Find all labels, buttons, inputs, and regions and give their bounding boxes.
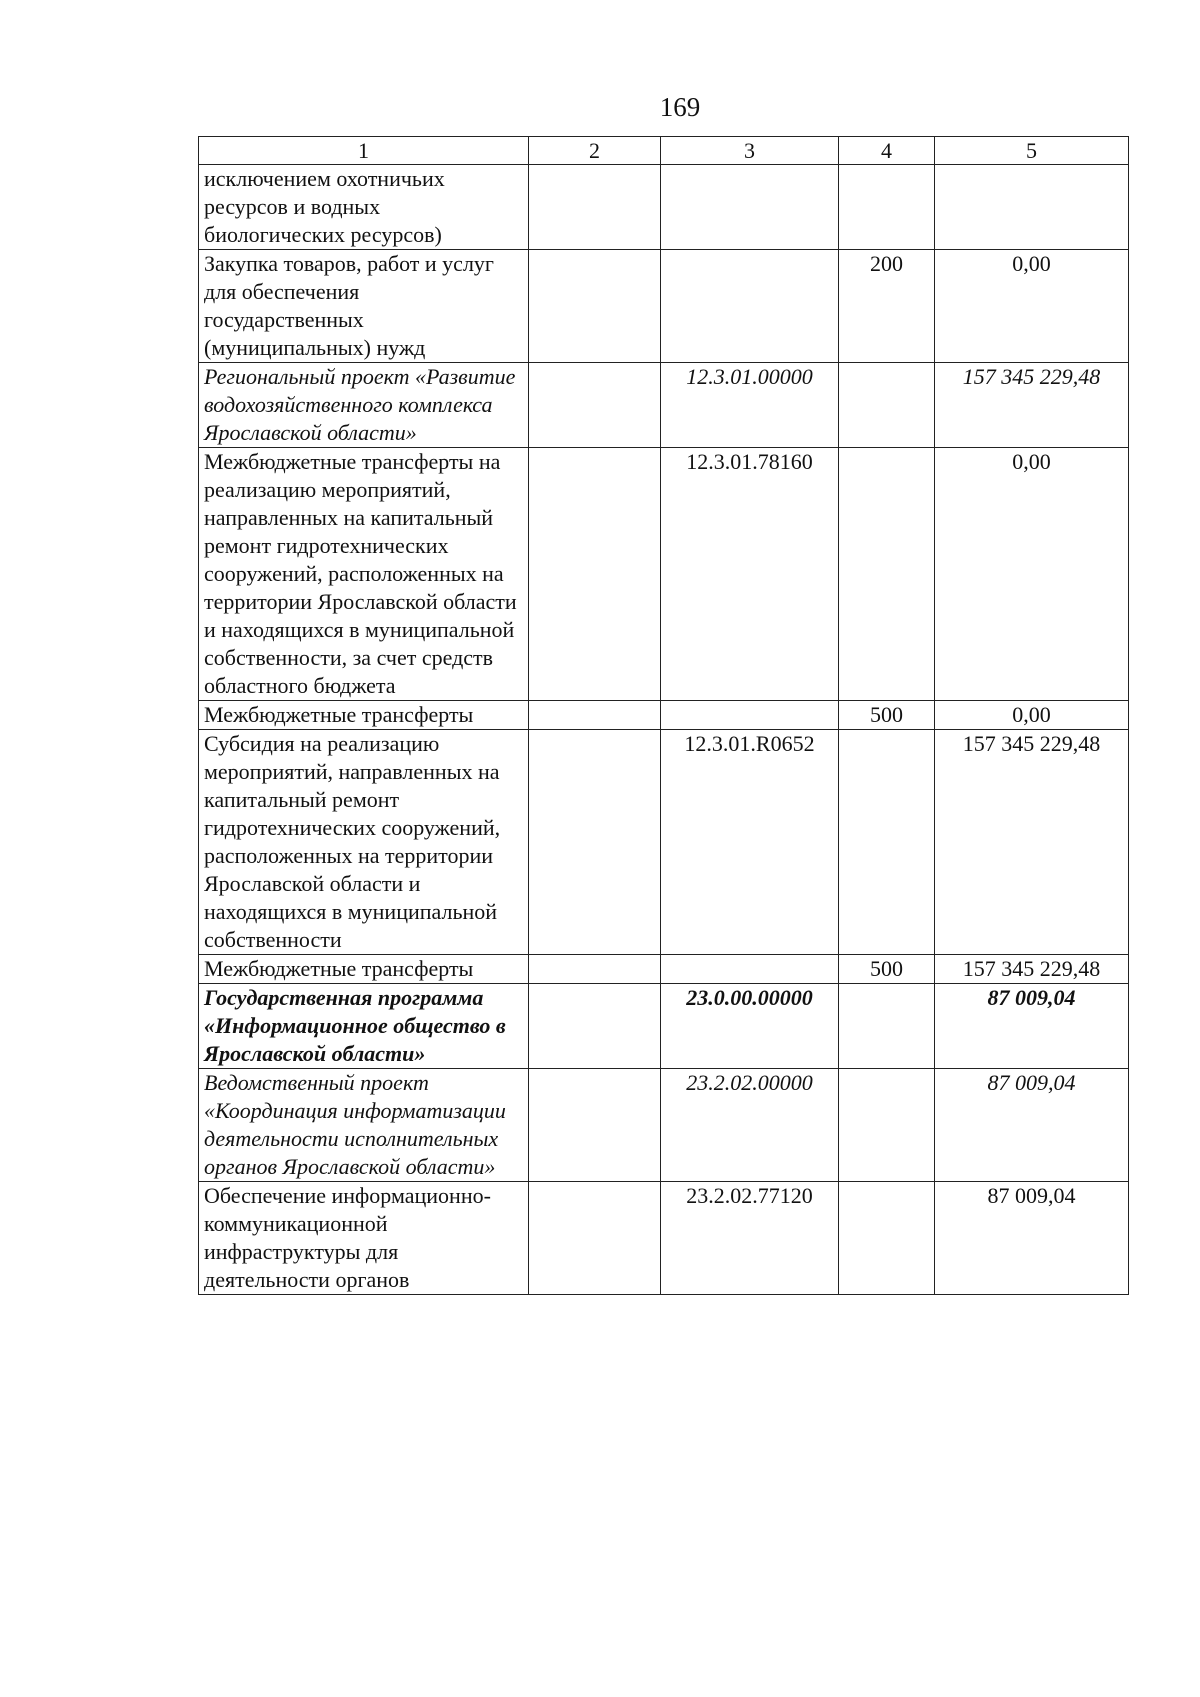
row-amount: 157 345 229,48	[935, 363, 1129, 448]
row-col2	[529, 955, 661, 984]
header-col-5: 5	[935, 137, 1129, 165]
table-row	[199, 1182, 1129, 1295]
row-code	[661, 701, 839, 730]
row-col2	[529, 984, 661, 1069]
row-name: исключением охотничьих ресурсов и водных биологических ресурсов)	[199, 165, 529, 250]
row-name: Региональный проект «Развитие водохозяйственного комплекса Ярославской области»	[199, 363, 529, 448]
row-code	[661, 165, 839, 250]
row-type: 500	[839, 701, 935, 730]
row-name: Межбюджетные трансферты	[199, 701, 529, 730]
row-name: Закупка товаров, работ и услуг для обеспечения государственных (муниципальных) нужд	[199, 250, 529, 363]
row-code: 12.3.01.00000	[661, 363, 839, 448]
table-header	[199, 137, 1129, 165]
row-amount: 87 009,04	[935, 1182, 1129, 1295]
header-col-1: 1	[199, 137, 529, 165]
row-col2	[529, 1182, 661, 1295]
table-row	[199, 730, 1129, 955]
row-amount: 0,00	[935, 250, 1129, 363]
row-amount: 0,00	[935, 448, 1129, 701]
table-row	[199, 363, 1129, 448]
row-type	[839, 165, 935, 250]
row-amount: 0,00	[935, 701, 1129, 730]
table-row	[199, 984, 1129, 1069]
row-name: Ведомственный проект «Координация информатизации деятельности исполнительных органов Ярославской области»	[199, 1069, 529, 1182]
row-code	[661, 955, 839, 984]
row-name: Межбюджетные трансферты	[199, 955, 529, 984]
row-amount	[935, 165, 1129, 250]
table-row	[199, 165, 1129, 250]
row-col2	[529, 165, 661, 250]
table-row	[199, 250, 1129, 363]
row-code: 23.2.02.00000	[661, 1069, 839, 1182]
row-col2	[529, 701, 661, 730]
header-col-2: 2	[529, 137, 661, 165]
row-code: 23.0.00.00000	[661, 984, 839, 1069]
header-row	[199, 137, 1129, 165]
row-col2	[529, 363, 661, 448]
budget-table	[198, 136, 1129, 1295]
row-amount: 157 345 229,48	[935, 730, 1129, 955]
page-number: 169	[659, 92, 701, 122]
row-type: 500	[839, 955, 935, 984]
row-name: Межбюджетные трансферты на реализацию мероприятий, направленных на капитальный ремонт гидротехнических сооружений, расположенных на территории Ярославской области и находящихся в муниципальной собственности, за счет средств областного бюджета	[199, 448, 529, 701]
header-col-4: 4	[839, 137, 935, 165]
row-amount: 87 009,04	[935, 984, 1129, 1069]
row-col2	[529, 448, 661, 701]
row-code	[661, 250, 839, 363]
row-code: 12.3.01.R0652	[661, 730, 839, 955]
row-type: 200	[839, 250, 935, 363]
row-name: Государственная программа «Информационное общество в Ярославской области»	[199, 984, 529, 1069]
row-amount: 87 009,04	[935, 1069, 1129, 1182]
header-col-3: 3	[661, 137, 839, 165]
table-body	[199, 165, 1129, 1295]
table-row	[199, 448, 1129, 701]
row-type	[839, 1182, 935, 1295]
row-type	[839, 363, 935, 448]
row-code: 23.2.02.77120	[661, 1182, 839, 1295]
row-type	[839, 730, 935, 955]
table-row	[199, 701, 1129, 730]
row-type	[839, 984, 935, 1069]
row-name: Обеспечение информационно-коммуникационной инфраструктуры для деятельности органов	[199, 1182, 529, 1295]
row-col2	[529, 1069, 661, 1182]
row-type	[839, 1069, 935, 1182]
row-col2	[529, 250, 661, 363]
row-name: Субсидия на реализацию мероприятий, направленных на капитальный ремонт гидротехнических сооружений, расположенных на территории Ярославской области и находящихся в муниципальной собственности	[199, 730, 529, 955]
table-row	[199, 1069, 1129, 1182]
table-row	[199, 955, 1129, 984]
row-type	[839, 448, 935, 701]
row-col2	[529, 730, 661, 955]
row-amount: 157 345 229,48	[935, 955, 1129, 984]
row-code: 12.3.01.78160	[661, 448, 839, 701]
